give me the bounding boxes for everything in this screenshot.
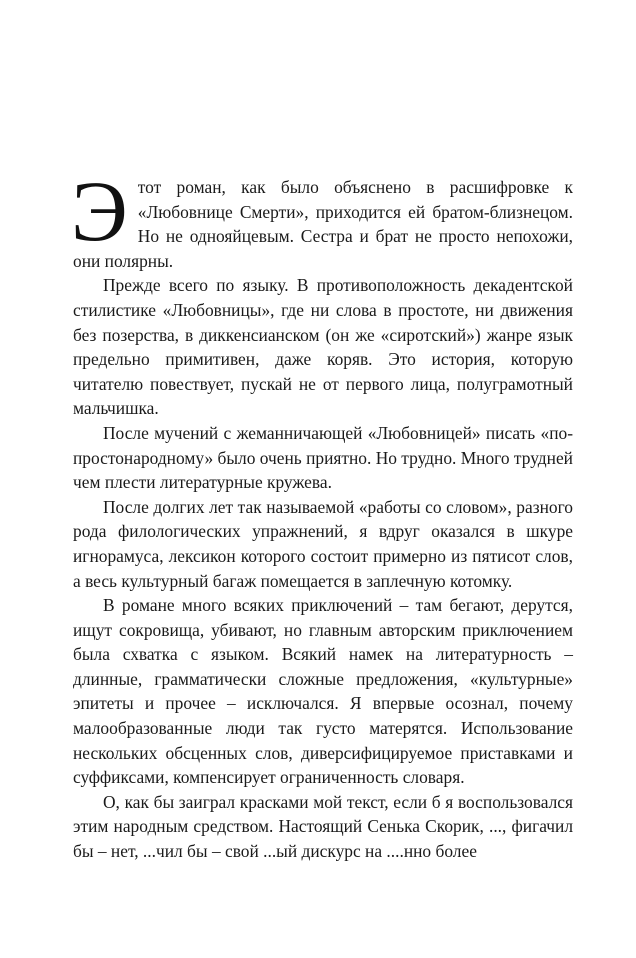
paragraph-1 — [71, 163, 573, 273]
paragraph-1-text: тот роман, как было объяснено в расшифровке к «Любовнице Смерти», приходится ей братом-близнецом. Но не однояйцевым. Сестра и брат не просто непохожи, они полярны. — [73, 177, 573, 271]
drop-cap: Э — [71, 163, 128, 259]
paragraph-3: После мучений с жеманничающей «Любовницей» писать «по-простонародному» было очень приятно. Но трудно. Много трудней чем плести литературные кружева. — [73, 422, 573, 493]
paragraph-5: В романе много всяких приключений – там бегают, дерутся, ищут сокровища, убивают, но главным авторским приключением была схватка с языком. Всякий намек на литературность – длинные, грамматически сложные предложения, «культурные» эпитеты и прочее – исключался. Я впервые осознал, почему малообразованные люди так густо матерятся. Использование нескольких обсценных слов, диверсифицируемое приставками и суффиксами, компенсирует ограниченность словаря. — [73, 595, 573, 788]
paragraph-2: Прежде всего по языку. В противоположность декадентской стилистике «Любовницы», где ни слова в простоте, ни движения без позерства, в диккенсианском (он же «сиротский») жанре язык предельно примитивен, даже коряв. Это история, которую читателю повествует, пускай не от первого лица, полуграмотный мальчишка. — [73, 275, 573, 419]
paragraph-4: После долгих лет так называемой «работы со словом», разного рода филологических упражнений, я вдруг оказался в шкуре игнорамуса, лексикон которого состоит примерно из пятисот слов, а весь культурный багаж помещается в заплечную котомку. — [73, 496, 573, 591]
paragraph-6: О, как бы заиграл красками мой текст, если б я воспользовался этим народным средством. Настоящий Сенька Скорик, ..., фигачил бы – нет, ...чил бы – свой ...ый дискурс на ....нно более — [73, 791, 573, 862]
document-page — [71, 163, 573, 864]
